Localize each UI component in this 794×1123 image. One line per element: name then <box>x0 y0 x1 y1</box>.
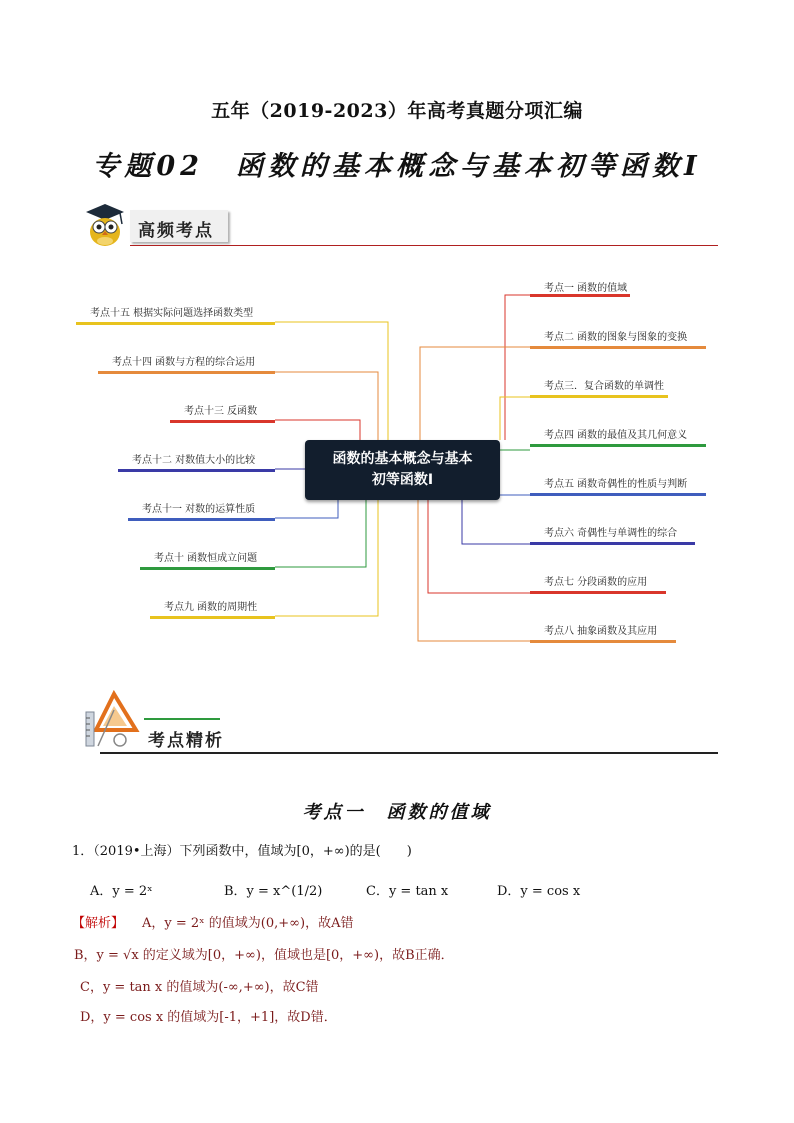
topic-node-underline <box>530 640 676 643</box>
topic-node-underline <box>530 444 706 447</box>
topic-node-underline <box>530 395 668 398</box>
banner-accent-line <box>144 718 220 720</box>
banner-analysis <box>82 688 718 758</box>
solution-line: D，y = cos x 的值域为[-1，+1]，故D错． <box>80 1010 337 1025</box>
banner-underline <box>130 245 718 246</box>
topic-node-underline <box>128 518 275 521</box>
topic-node-label: 考点六 奇偶性与单调性的综合 <box>544 528 678 539</box>
banner-high-frequency <box>82 200 718 250</box>
banner-title: 高频考点 <box>138 221 214 241</box>
topic-node-label: 考点九 函数的周期性 <box>164 602 258 613</box>
option-b: B．y = x^(1/2) <box>224 884 323 899</box>
topic-node-underline <box>530 493 706 496</box>
owl-mascot-icon <box>82 202 128 248</box>
option-d: D．y = cos x <box>497 884 581 899</box>
topic-node-label: 考点十二 对数值大小的比较 <box>132 455 256 466</box>
topic-node-label: 考点十 函数恒成立问题 <box>154 553 258 564</box>
mind-map-right-branch <box>530 260 710 660</box>
topic-node-underline <box>530 294 630 297</box>
topic-node-label: 考点十五 根据实际问题选择函数类型 <box>90 308 254 319</box>
topic-node-label: 考点二 函数的图象与图象的变换 <box>544 332 688 343</box>
center-node-line2: 初等函数I <box>371 472 434 488</box>
topic-node-label: 考点四 函数的最值及其几何意义 <box>544 430 688 441</box>
topic-node-label: 考点七 分段函数的应用 <box>544 577 648 588</box>
topic-node-underline <box>170 420 275 423</box>
ruler-triangle-icon <box>84 690 140 750</box>
topic-title: 专题02 函数的基本概念与基本初等函数I <box>92 151 702 182</box>
topic-node-label: 考点三．复合函数的单调性 <box>544 381 664 392</box>
topic-node-underline <box>98 371 275 374</box>
banner-underline <box>100 752 718 754</box>
solution-line: C，y = tan x 的值域为(-∞,+∞)，故C错 <box>80 980 319 995</box>
solution-line: A，y = 2ˣ 的值域为(0,+∞)，故A错 <box>142 916 354 931</box>
section-title: 考点一 函数的值域 <box>302 802 492 823</box>
topic-node-underline <box>150 616 275 619</box>
solution-line: B，y = √x 的定义域为[0，+∞)，值域也是[0，+∞)，故B正确． <box>74 948 454 963</box>
topic-node-label: 考点八 抽象函数及其应用 <box>544 626 658 637</box>
topic-node-underline <box>530 542 695 545</box>
mind-map-center-node <box>305 440 500 500</box>
banner-title: 考点精析 <box>148 731 224 751</box>
topic-node-underline <box>140 567 275 570</box>
center-node-line1: 函数的基本概念与基本 <box>332 451 473 467</box>
mind-map <box>0 260 794 660</box>
topic-node-underline <box>118 469 275 472</box>
topic-node-underline <box>76 322 275 325</box>
mind-map-left-branch <box>70 260 275 660</box>
page-heading: 五年（2019-2023）年高考真题分项汇编 <box>211 100 583 122</box>
topic-node-underline <box>530 591 666 594</box>
topic-node-label: 考点十一 对数的运算性质 <box>142 504 256 515</box>
topic-node-label: 考点十四 函数与方程的综合运用 <box>112 357 256 368</box>
topic-node-underline <box>530 346 706 349</box>
option-c: C．y = tan x <box>366 884 449 899</box>
topic-node-label: 考点一 函数的值域 <box>544 283 628 294</box>
topic-node-label: 考点五 函数奇偶性的性质与判断 <box>544 479 688 490</box>
topic-node-label: 考点十三 反函数 <box>184 406 258 417</box>
option-a: A．y = 2ˣ <box>90 884 153 899</box>
question-stem: 1．（2019•上海）下列函数中，值域为[0，+∞)的是( ) <box>72 844 412 859</box>
solution-tag: 【解析】 <box>72 916 125 931</box>
